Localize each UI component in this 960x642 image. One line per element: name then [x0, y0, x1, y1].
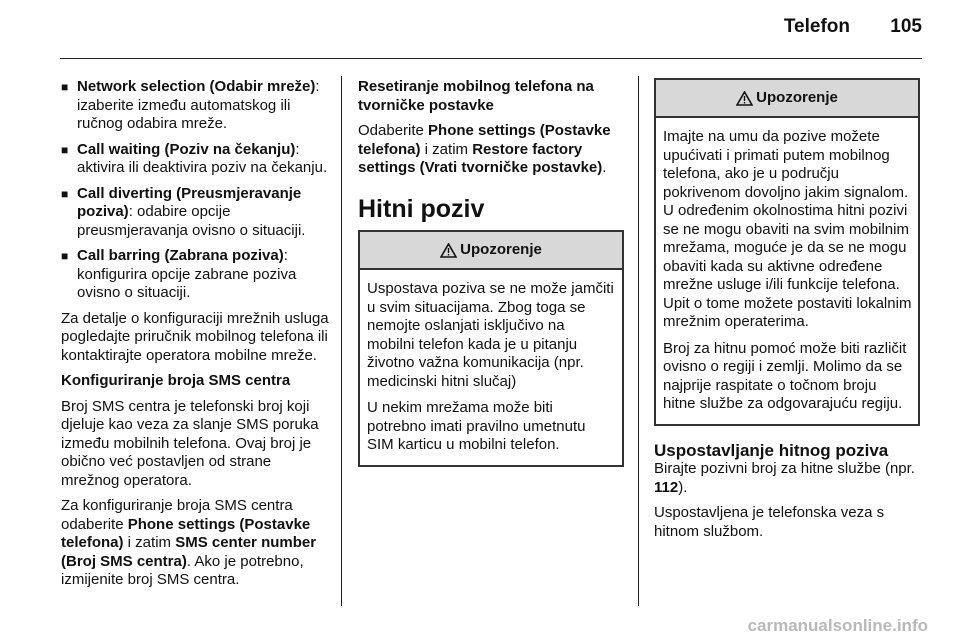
column-divider-1 — [341, 76, 342, 606]
warning-box — [654, 78, 920, 426]
warning-title: Upozorenje — [460, 240, 542, 258]
menu-option-label: Call waiting (Poziv na čekanju) — [77, 140, 296, 158]
reset-paragraph — [358, 122, 624, 178]
list-item — [61, 78, 333, 134]
sms-center-heading: Konfiguriranje broja SMS centra — [61, 372, 291, 389]
sms-center-paragraph: Broj SMS centra je telefonski broj koji djeluje kao veza za slanje SMS poruka između mobilnih telefona. Ovaj broj je obično već postavljen od strane mrežnog operatora. — [61, 397, 319, 489]
menu-option-label: Restore factory settings (Vrati tvorničke postavke) — [358, 140, 603, 176]
connection-paragraph: Uspostavljena je telefonska veza s hitnom službom. — [654, 504, 885, 540]
text-run: Birajte pozivni broj za hitne službe (npr. — [654, 460, 915, 477]
text-run: Odaberite — [358, 122, 429, 139]
emergency-dial-paragraph — [654, 460, 920, 497]
sms-center-steps — [61, 497, 333, 590]
header-divider — [60, 58, 922, 59]
section-heading: Hitni poziv — [358, 194, 485, 223]
watermark: carmanualsonline.info — [747, 616, 928, 635]
list-item — [61, 247, 333, 303]
menu-option-label: Phone settings (Postavke telefona) — [358, 122, 611, 158]
column-1 — [61, 78, 333, 597]
square-bullet-icon: ■ — [61, 80, 69, 94]
menu-option-label: Call diverting (Preusmjeravanje poziva) — [77, 184, 302, 220]
warning-header — [656, 80, 918, 118]
warning-paragraph: Broj za hitnu pomoć može biti različit ovisno o regiji i zemlji. Molimo da se najprije raspitate o točnom broju hitne službe za odgovarajuću regiju. — [663, 339, 907, 412]
warning-header — [360, 232, 622, 270]
list-item — [61, 141, 333, 178]
square-bullet-icon: ■ — [61, 249, 69, 263]
text-run: . — [602, 159, 607, 176]
warning-triangle-icon — [440, 243, 457, 258]
warning-triangle-icon — [736, 91, 753, 106]
list-item-text: : odabire opcije preusmjeravanja ovisno o situaciji. — [77, 203, 306, 239]
list-item-text: : konfigurira opcije zabrane poziva ovisno o situaciji. — [77, 247, 297, 301]
list-item-text: : izaberite između automatskog ili ručnog odabira mreže. — [77, 78, 320, 132]
column-divider-2 — [638, 76, 639, 606]
column-2 — [358, 78, 624, 467]
warning-body — [360, 270, 622, 465]
warning-body — [656, 118, 918, 424]
warning-title: Upozorenje — [756, 88, 838, 106]
list-item — [61, 185, 333, 241]
page-number: 105 — [890, 16, 922, 37]
column-3 — [654, 78, 920, 548]
warning-paragraph: Imajte na umu da pozive možete upućivati i primati putem mobilnog telefona, ako je u području pokrivenom dovoljno jakim signalom. U određenim okolnostima hitni pozivi se ne mogu obaviti na svim mobilnim mrežama, moguće je da se ne mogu obaviti kada su aktivne određene mrežne usluge i/ili funkcije telefona. Upit o tome možete postaviti lokalnim mrežnim operaterima. — [663, 128, 912, 330]
menu-option-label: Network selection (Odabir mreže) — [77, 78, 316, 95]
warning-box — [358, 230, 624, 467]
square-bullet-icon: ■ — [61, 186, 69, 201]
list-item-text: : aktivira ili deaktivira poziv na čekanju. — [77, 140, 328, 176]
warning-paragraph: U nekim mrežama može biti potrebno imati pravilno umetnutu SIM karticu u mobilni telefon. — [367, 399, 586, 453]
menu-option-label: Phone settings (Postavke telefona) — [61, 515, 311, 551]
emergency-number: 112 — [654, 478, 679, 496]
page-title: Telefon — [783, 16, 850, 37]
text-run: ). — [678, 478, 688, 496]
network-services-paragraph: Za detalje o konfiguraciji mrežnih usluga pogledajte priručnik mobilnog telefona ili kontaktirajte operatora mobilne mreže. — [61, 309, 329, 364]
warning-paragraph: Uspostava poziva se ne može jamčiti u svim situacijama. Zbog toga se nemojte oslanjati isključivo na mobilni telefon kada je u pitanju životno važna komunikacija (npr. medicinski hitni slučaj) — [367, 280, 614, 390]
text-run: Za konfiguriranje broja SMS centra odaberite — [61, 497, 293, 533]
reset-heading: Resetiranje mobilnog telefona na tvorničke postavke — [358, 78, 594, 114]
text-run: . Ako je potrebno, izmijenite broj SMS centra. — [61, 552, 304, 588]
menu-option-label: Call barring (Zabrana poziva) — [77, 247, 284, 264]
text-run: i zatim — [420, 140, 473, 158]
menu-option-label: SMS center number (Broj SMS centra) — [61, 534, 317, 570]
square-bullet-icon: ■ — [61, 142, 69, 157]
text-run: i zatim — [123, 534, 176, 551]
subsection-heading: Uspostavljanje hitnog poziva — [654, 440, 889, 460]
